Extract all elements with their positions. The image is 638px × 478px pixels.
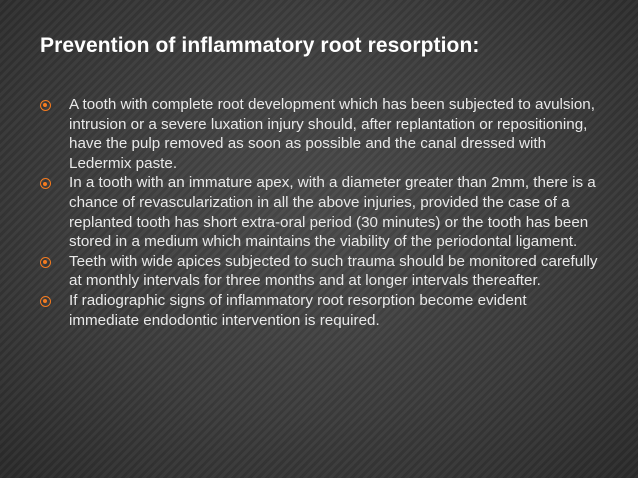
bullet-text: If radiographic signs of inflammatory root resorption become evident immediate endodontic intervention is required. (69, 291, 527, 329)
bullet-item (38, 252, 598, 291)
orange-circle-bullet-icon (40, 178, 51, 189)
bullet-text: In a tooth with an immature apex, with a diameter greater than 2mm, there is a chance of revascularization in all the above injuries, provided the case of a replanted tooth has short extra-oral period (30 minutes) or the tooth has been stored in a medium which maintains the viability of the periodontal ligament. (69, 174, 596, 251)
orange-circle-bullet-icon (40, 296, 51, 307)
bullet-item (38, 95, 598, 173)
bullet-text: Teeth with wide apices subjected to such trauma should be monitored carefully at monthly intervals for three months and at longer intervals thereafter. (69, 252, 598, 290)
bullet-item (38, 173, 598, 251)
bullet-list (38, 95, 598, 330)
orange-circle-bullet-icon (40, 100, 51, 111)
bullet-item (38, 291, 598, 330)
orange-circle-bullet-icon (40, 257, 51, 268)
bullet-text: A tooth with complete root development which has been subjected to avulsion, intrusion or a severe luxation injury should, after replantation or repositioning, have the pulp removed as soon as possible and the canal dressed with Ledermix paste. (69, 96, 595, 172)
slide-title: Prevention of inflammatory root resorption: (40, 34, 480, 57)
